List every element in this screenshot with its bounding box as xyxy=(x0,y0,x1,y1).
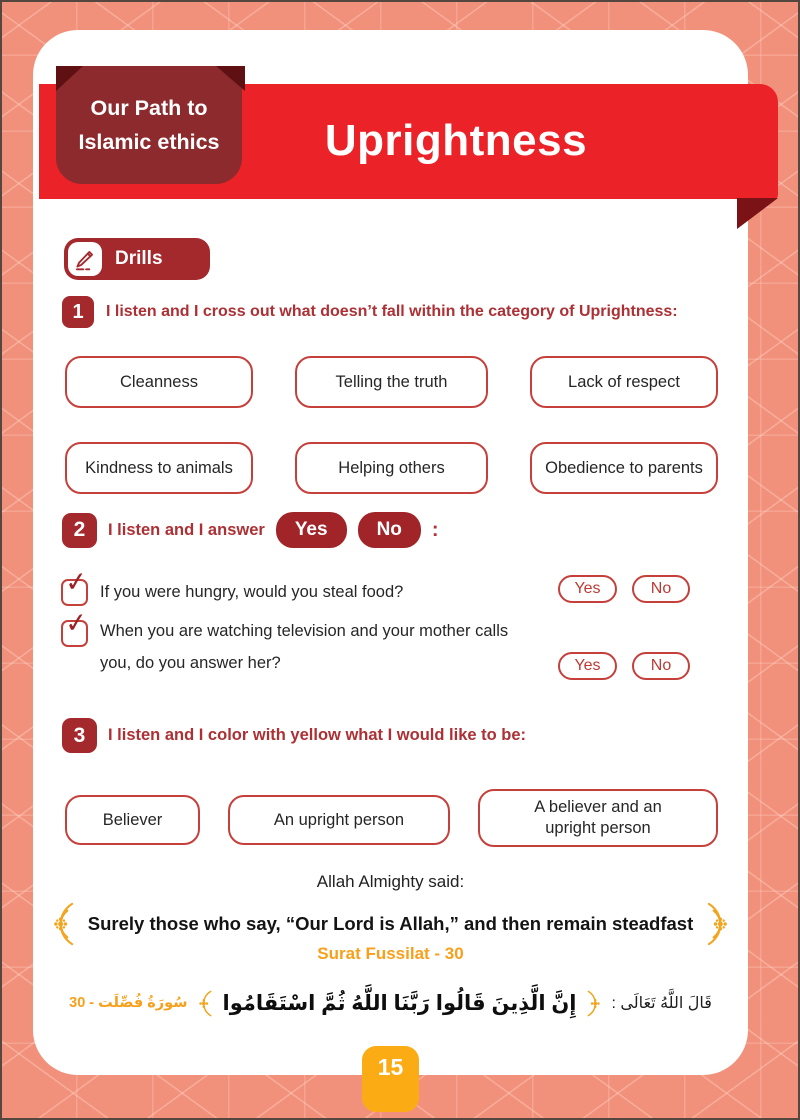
gold-ornament-right-icon xyxy=(705,902,730,946)
pencil-icon xyxy=(68,242,102,276)
question2-text-line1: When you are watching television and your mother calls xyxy=(100,622,509,640)
exercise2-number-badge: 2 xyxy=(62,513,97,548)
drills-label: Drills xyxy=(115,248,163,269)
page-number: 15 xyxy=(377,1054,404,1080)
exercise1-heading xyxy=(62,296,678,328)
question1-checkbox[interactable] xyxy=(61,565,90,606)
option-obedience-to-parents[interactable]: Obedience to parents xyxy=(530,442,718,494)
quote-intro: Allah Almighty said: xyxy=(316,872,465,891)
option-cleanness[interactable]: Cleanness xyxy=(65,356,253,408)
question2-yes-button[interactable]: Yes xyxy=(558,652,617,680)
unit-ribbon xyxy=(56,66,242,184)
exercise2-colon: : xyxy=(431,518,439,541)
exercise1-options xyxy=(65,356,718,494)
quote-text: Surely those who say, “Our Lord is Allah,” and then remain steadfast xyxy=(87,913,694,934)
exercise3-heading xyxy=(62,718,526,753)
arabic-quote-line xyxy=(33,982,748,1024)
arabic-verse: إِنَّ الَّذِينَ قَالُوا رَبَّنَا اللَّهُ ثُمَّ اسْتَقَامُوا xyxy=(222,991,577,1015)
arabic-intro: قَالَ اللَّهُ تَعَالَى : xyxy=(611,995,712,1012)
question2-checkbox[interactable] xyxy=(61,606,90,647)
question2-no-button[interactable]: No xyxy=(632,652,690,680)
option-an-upright-person[interactable]: An upright person xyxy=(228,795,450,845)
exercise3-number-badge: 3 xyxy=(62,718,97,753)
unit-ribbon-line2: Islamic ethics xyxy=(78,129,220,154)
exercise2-heading xyxy=(62,512,439,548)
exercise1-number-badge: 1 xyxy=(62,296,94,328)
option-believer-and-upright-person[interactable]: A believer and an upright person xyxy=(478,789,718,847)
question1-yes-button[interactable]: Yes xyxy=(558,575,617,603)
gold-ornament-left-icon xyxy=(51,902,76,946)
arabic-source: سُورَةُ فُصِّلَت - 30 xyxy=(69,995,188,1011)
quote-line xyxy=(23,902,758,946)
check-icon: ✓ xyxy=(63,606,90,640)
option-telling-the-truth[interactable]: Telling the truth xyxy=(295,356,488,408)
quote-source: Surat Fussilat - 30 xyxy=(317,944,464,963)
unit-ribbon-line1: Our Path to xyxy=(90,95,208,120)
exercise1-instruction: I listen and I cross out what doesn’t fall within the category of Uprightness: xyxy=(106,303,678,320)
gold-verse-bracket-close-icon xyxy=(198,990,213,1017)
question1-text: If you were hungry, would you steal food? xyxy=(100,583,404,601)
page-number-tab xyxy=(362,1046,419,1112)
option-believer[interactable]: Believer xyxy=(65,795,200,845)
question1-no-button[interactable]: No xyxy=(632,575,690,603)
exercise3-instruction: I listen and I color with yellow what I would like to be: xyxy=(108,726,527,744)
drills-badge xyxy=(64,238,210,280)
yes-button-solid[interactable]: Yes xyxy=(276,512,347,548)
page-title: Uprightness xyxy=(324,116,588,165)
no-button-solid[interactable]: No xyxy=(358,512,421,548)
option-kindness-to-animals[interactable]: Kindness to animals xyxy=(65,442,253,494)
gold-verse-bracket-open-icon xyxy=(586,990,601,1017)
exercise2-instruction: I listen and I answer xyxy=(108,520,265,539)
check-icon: ✓ xyxy=(63,565,90,599)
option-helping-others[interactable]: Helping others xyxy=(295,442,488,494)
question2-text-line2: you, do you answer her? xyxy=(100,654,281,672)
option-lack-of-respect[interactable]: Lack of respect xyxy=(530,356,718,408)
